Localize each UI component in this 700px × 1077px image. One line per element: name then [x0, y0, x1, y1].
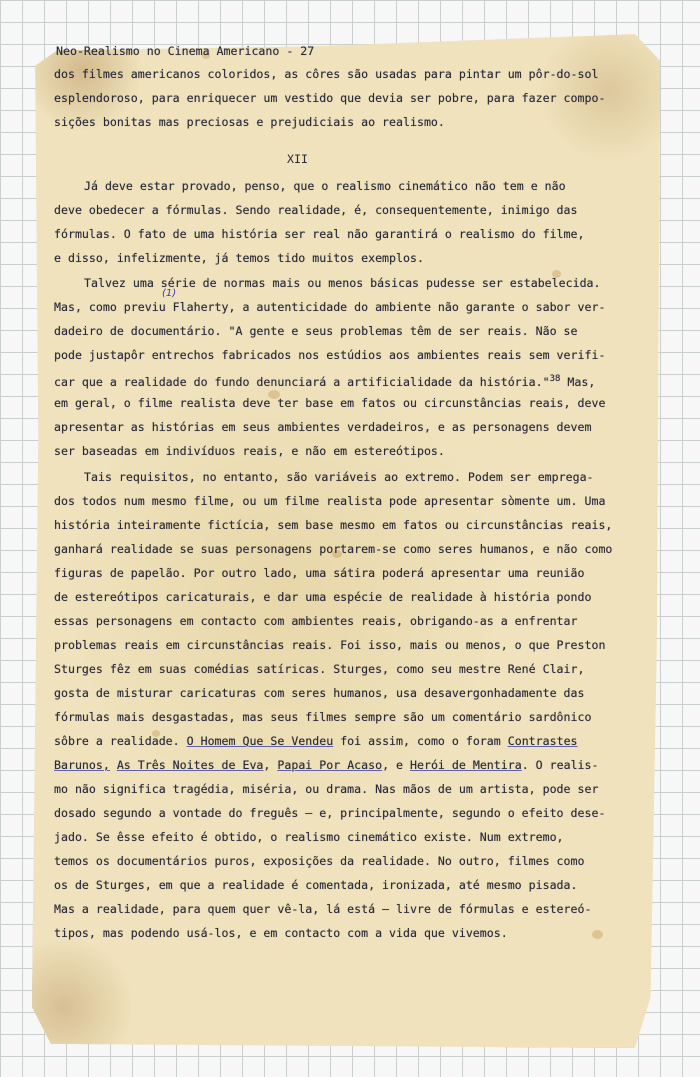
film-title: As Três Noites de Eva — [116, 758, 264, 772]
text-line: de estereótipos caricaturais, e dar uma espécie de realidade à história pondo — [54, 590, 592, 604]
text-line: dos todos num mesmo filme, ou um filme realista pode apresentar sòmente um. Uma — [54, 494, 606, 508]
footnote-ref: 38 — [549, 374, 561, 384]
text-line: Talvez uma série de normas mais ou menos básicas pudesse ser estabelecida. — [84, 276, 601, 290]
text-line: problemas reais em circunstâncias reais. Foi isso, mais ou menos, o que Preston — [54, 638, 606, 652]
text-line: pode justapôr entrechos fabricados nos estúdios aos ambientes reais sem verifi- — [54, 348, 606, 362]
text-line: jado. Se êsse efeito é obtido, o realismo cinemático existe. Num extremo, — [54, 830, 564, 844]
film-title: O Homem Que Se Vendeu — [186, 734, 334, 748]
text-line: dosado segundo a vontade do freguês — e, principalmente, segundo o efeito dese- — [54, 806, 606, 820]
text-line: fórmulas mais desgastadas, mas seus filmes sempre são um comentário sardônico — [54, 710, 592, 724]
text-line-body: car que a realidade do fundo denunciará a artificialidade da história." — [54, 374, 550, 389]
text-line — [54, 758, 598, 772]
film-title: Herói de Mentira — [410, 758, 522, 772]
film-title: Contrastes — [507, 734, 578, 748]
film-title: Papai Por Acaso — [277, 758, 383, 772]
text-line: Tais requisitos, no entanto, são variáveis ao extremo. Podem ser emprega- — [84, 470, 594, 484]
page-header: Neo-Realismo no Cinema Americano - 27 — [56, 44, 315, 58]
text-line: os de Sturges, em que a realidade é comentada, ironizada, até mesmo pisada. — [54, 878, 578, 892]
margin-annotation: (1) — [162, 288, 177, 299]
text-line — [54, 734, 578, 748]
text-line: dos filmes americanos coloridos, as côres são usadas para pintar um pôr-do-sol — [54, 67, 599, 81]
text-line: apresentar as histórias em seus ambientes verdadeiros, e as personagens devem — [54, 420, 592, 434]
text-line-tail: Mas, — [560, 374, 596, 389]
text-line: história inteiramente fictícia, sem base mesmo em fatos ou circunstâncias reais, — [54, 518, 613, 532]
text-line: deve obedecer a fórmulas. Sendo realidade, é, consequentemente, inimigo das — [54, 203, 578, 217]
film-title: Barunos, — [54, 758, 110, 772]
text-line: mo não significa tragédia, miséria, ou drama. Nas mãos de um artista, pode ser — [54, 782, 599, 796]
text-line: esplendoroso, para enriquecer um vestido que devia ser pobre, para fazer compo- — [54, 91, 606, 105]
text-line: ser baseadas em indivíduos reais, e não em estereótipos. — [54, 444, 445, 458]
text-line: dadeiro de documentário. "A gente e seus problemas têm de ser reais. Não se — [54, 324, 578, 338]
text-line: Mas a realidade, para quem quer vê-la, lá está — livre de fórmulas e estereó- — [54, 902, 592, 916]
text-line: Já deve estar provado, penso, que o realismo cinemático não tem e não — [84, 179, 566, 193]
text-line-body: sôbre a realidade. — [54, 734, 180, 748]
separator: , e — [382, 758, 411, 772]
text-line: Mas, como previu Flaherty, a autenticidade do ambiente não garante o sabor ver- — [54, 300, 606, 314]
text-line: tipos, mas podendo usá-los, e em contacto com a vida que vivemos. — [54, 926, 508, 940]
text-line: gosta de misturar caricaturas com seres humanos, usa desavergonhadamente das — [54, 686, 585, 700]
text-line — [54, 372, 595, 389]
text-line-mid: foi assim, como o foram — [333, 734, 508, 748]
text-line: sições bonitas mas preciosas e prejudiciais ao realismo. — [54, 115, 445, 129]
text-line: ganhará realidade se suas personagens portarem-se como seres humanos, e não como — [54, 542, 613, 556]
text-line: e disso, infelizmente, já temos tido muitos exemplos. — [54, 251, 424, 265]
separator: , — [263, 758, 278, 772]
text-line: fórmulas. O fato de uma história ser real não garantirá o realismo do filme, — [54, 227, 585, 241]
text-line: figuras de papelão. Por outro lado, uma sátira poderá apresentar uma reunião — [54, 566, 585, 580]
text-line: em geral, o filme realista deve ter base em fatos ou circunstâncias reais, deve — [54, 396, 606, 410]
text-line: temos os documentários puros, exposições da realidade. No outro, filmes como — [54, 854, 585, 868]
section-heading: XII — [287, 152, 308, 166]
text-line: essas personagens em contacto com ambientes reais, obrigando-as a enfrentar — [54, 614, 578, 628]
text-line-tail: . O realis- — [521, 758, 599, 772]
stain-spot — [592, 930, 603, 939]
text-line: Sturges fêz em suas comédias satíricas. Sturges, como seu mestre René Clair, — [54, 662, 585, 676]
